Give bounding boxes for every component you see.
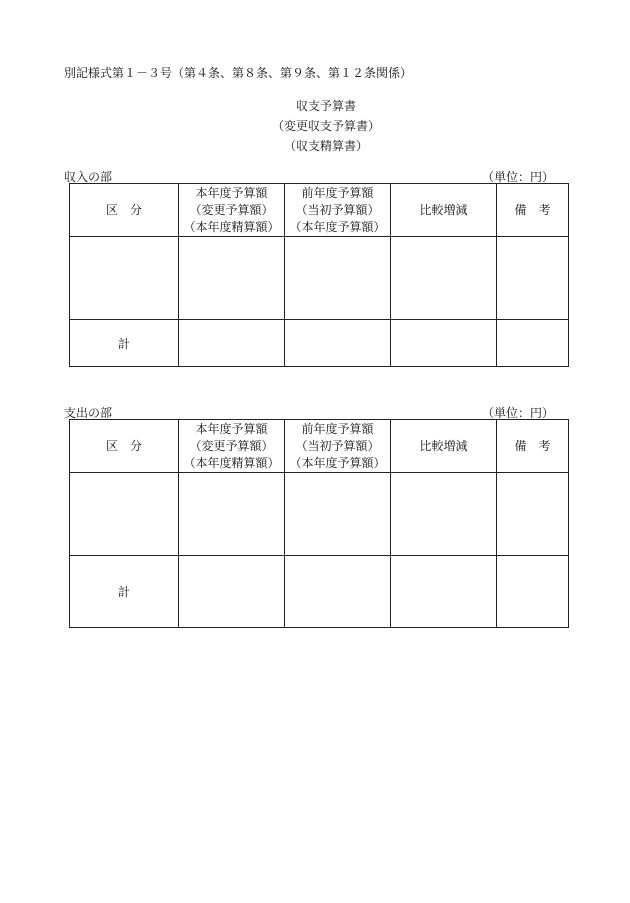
expense-cell-category <box>70 473 179 556</box>
form-number: 別記様式第１－３号（第４条、第８条、第９条、第１２条関係） <box>64 66 413 80</box>
income-total-label: 計 <box>70 320 179 367</box>
expense-header-row <box>70 420 569 473</box>
expense-col-current-year-line2: （変更予算額） <box>189 438 274 453</box>
expense-col-comparison: 比較増減 <box>391 420 497 473</box>
income-col-previous-year-line2: （当初予算額） <box>295 202 380 217</box>
expense-col-current-year-line3: （本年度精算額） <box>183 455 280 470</box>
title-main: 収支予算書 <box>295 99 356 113</box>
income-total-comparison <box>391 320 497 367</box>
expense-cell-comparison <box>391 473 497 556</box>
income-section-label: 収入の部 <box>64 170 113 184</box>
income-cell-comparison <box>391 237 497 320</box>
expense-total-row <box>70 556 569 628</box>
expense-total-label: 計 <box>70 556 179 628</box>
income-table <box>69 183 569 367</box>
income-col-category: 区 分 <box>70 184 179 237</box>
income-cell-current-year <box>179 237 285 320</box>
expense-unit-label: （単位：円） <box>481 406 554 420</box>
expense-col-remarks: 備 考 <box>497 420 569 473</box>
income-col-previous-year-line3: （本年度予算額） <box>289 219 386 234</box>
income-total-remarks <box>497 320 569 367</box>
expense-table <box>69 419 569 628</box>
expense-total-current-year <box>179 556 285 628</box>
income-header-row <box>70 184 569 237</box>
income-col-comparison: 比較増減 <box>391 184 497 237</box>
income-cell-category <box>70 237 179 320</box>
income-cell-previous-year <box>285 237 391 320</box>
expense-col-previous-year-line1: 前年度予算額 <box>301 421 374 436</box>
income-total-current-year <box>179 320 285 367</box>
document-title <box>0 96 630 156</box>
expense-section-label: 支出の部 <box>64 406 113 420</box>
income-body-row <box>70 237 569 320</box>
income-cell-remarks <box>497 237 569 320</box>
title-settlement: （収支精算書） <box>283 139 368 153</box>
income-total-row <box>70 320 569 367</box>
income-total-previous-year <box>285 320 391 367</box>
expense-total-remarks <box>497 556 569 628</box>
expense-cell-previous-year <box>285 473 391 556</box>
expense-col-category: 区 分 <box>70 420 179 473</box>
income-col-current-year-line3: （本年度精算額） <box>183 219 280 234</box>
expense-total-previous-year <box>285 556 391 628</box>
expense-cell-current-year <box>179 473 285 556</box>
title-revised: （変更収支予算書） <box>271 119 380 133</box>
expense-col-previous-year-line2: （当初予算額） <box>295 438 380 453</box>
expense-col-current-year <box>179 420 285 473</box>
income-col-remarks: 備 考 <box>497 184 569 237</box>
expense-col-previous-year-line3: （本年度予算額） <box>289 455 386 470</box>
income-unit-label: （単位：円） <box>481 170 554 184</box>
expense-col-current-year-line1: 本年度予算額 <box>195 421 268 436</box>
expense-cell-remarks <box>497 473 569 556</box>
expense-total-comparison <box>391 556 497 628</box>
income-col-previous-year <box>285 184 391 237</box>
income-col-current-year-line2: （変更予算額） <box>189 202 274 217</box>
income-col-current-year <box>179 184 285 237</box>
income-col-previous-year-line1: 前年度予算額 <box>301 185 374 200</box>
expense-col-previous-year <box>285 420 391 473</box>
expense-body-row <box>70 473 569 556</box>
income-col-current-year-line1: 本年度予算額 <box>195 185 268 200</box>
